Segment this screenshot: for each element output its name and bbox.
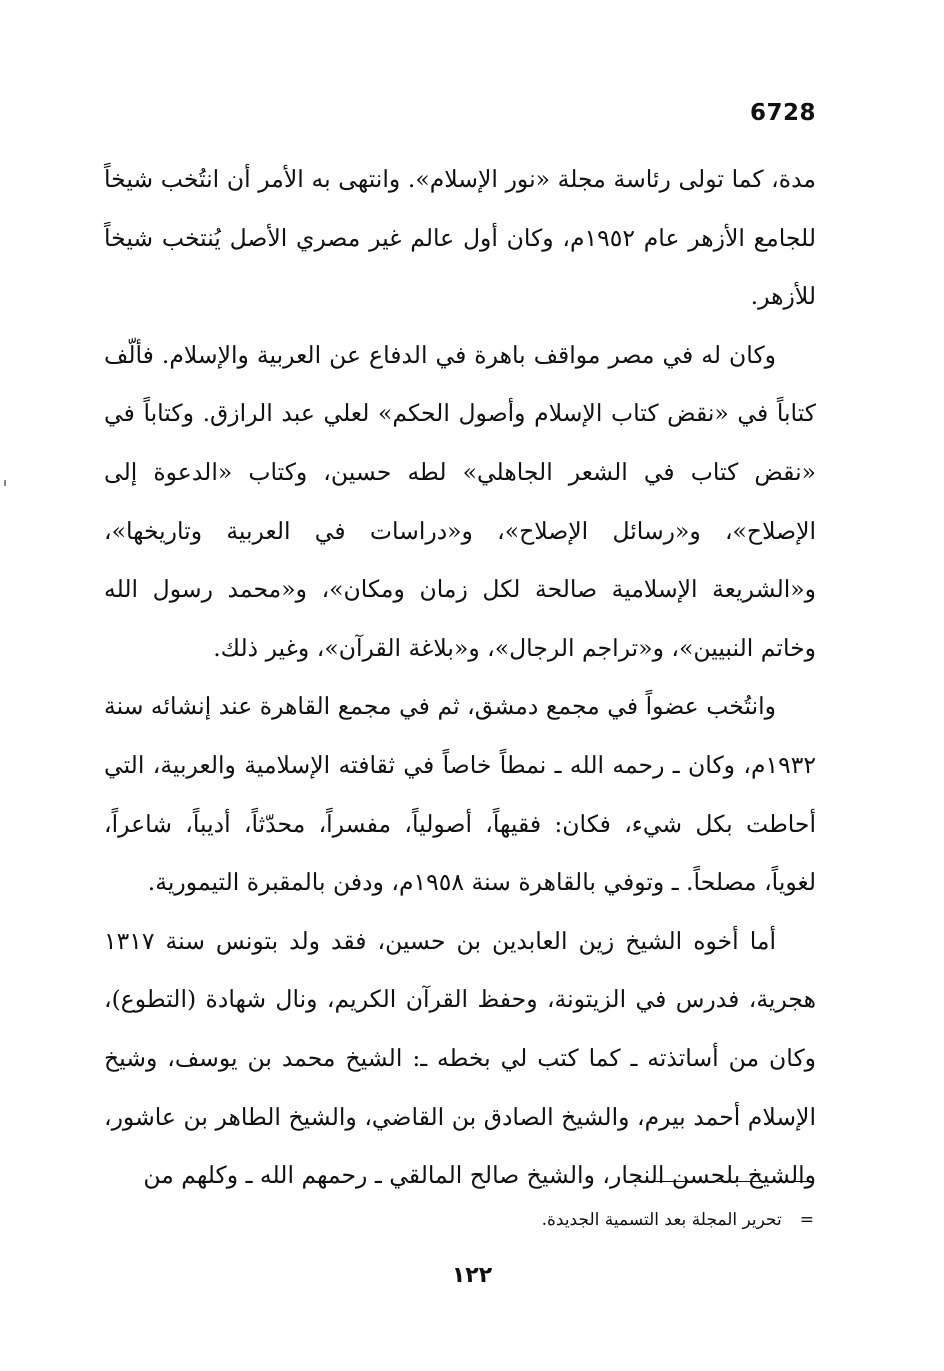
main-text bbox=[104, 150, 816, 1205]
scan-artifact bbox=[4, 480, 6, 486]
page-number: ١٢٢ bbox=[451, 1263, 493, 1288]
paragraph: وانتُخب عضواً في مجمع دمشق، ثم في مجمع القاهرة عند إنشائه سنة ١٩٣٢م، وكان ـ رحمه الله ـ نمطاً خاصاً في ثقافته الإسلامية والعربية، التي أحاطت بكل شيء، فكان: فقيهاً، أصولياً، مفسراً، محدّثاً، أديباً، شاعراً، لغوياً، مصلحاً. ـ وتوفي بالقاهرة سنة ١٩٥٨م، ودفن بالمقبرة التيمورية. bbox=[104, 692, 816, 897]
footnote-text: تحرير المجلة بعد التسمية الجديدة. bbox=[541, 1210, 782, 1230]
paragraph: مدة، كما تولى رئاسة مجلة «نور الإسلام». وانتهى به الأمر أن انتُخب شيخاً للجامع الأزهر عام ١٩٥٢م، وكان أول عالم غير مصري الأصل يُنتخب شيخاً للأزهر. bbox=[104, 165, 816, 311]
footnote-divider bbox=[630, 1181, 814, 1182]
reference-number: 6728 bbox=[749, 100, 816, 126]
paragraph: أما أخوه الشيخ زين العابدين بن حسين، فقد ولد بتونس سنة ١٣١٧ هجرية، فدرس في الزيتونة، وحفظ القرآن الكريم، ونال شهادة (التطوع)، وكان من أساتذته ـ كما كتب لي بخطه ـ: الشيخ محمد بن يوسف، وشيخ الإسلام أحمد بيرم، والشيخ الصادق بن القاضي، والشيخ الطاهر بن عاشور، والشيخ بلحسن النجار، والشيخ صالح المالقي ـ رحمهم الله ـ وكلهم من bbox=[104, 926, 816, 1190]
footnote-marker: = bbox=[799, 1210, 814, 1230]
paragraph: وكان له في مصر مواقف باهرة في الدفاع عن العربية والإسلام. فألّف كتاباً في «نقض كتاب الإسلام وأصول الحكم» لعلي عبد الرازق. وكتاباً في «نقض كتاب في الشعر الجاهلي» لطه حسين، وكتاب «الدعوة إلى الإصلاح»، و«رسائل الإصلاح»، و«دراسات في العربية وتاريخها»، و«الشريعة الإسلامية صالحة لكل زمان ومكان»، و«محمد رسول الله وخاتم النبيين»، و«تراجم الرجال»، و«بلاغة القرآن»، وغير ذلك. bbox=[104, 340, 816, 662]
footnote bbox=[114, 1206, 814, 1234]
